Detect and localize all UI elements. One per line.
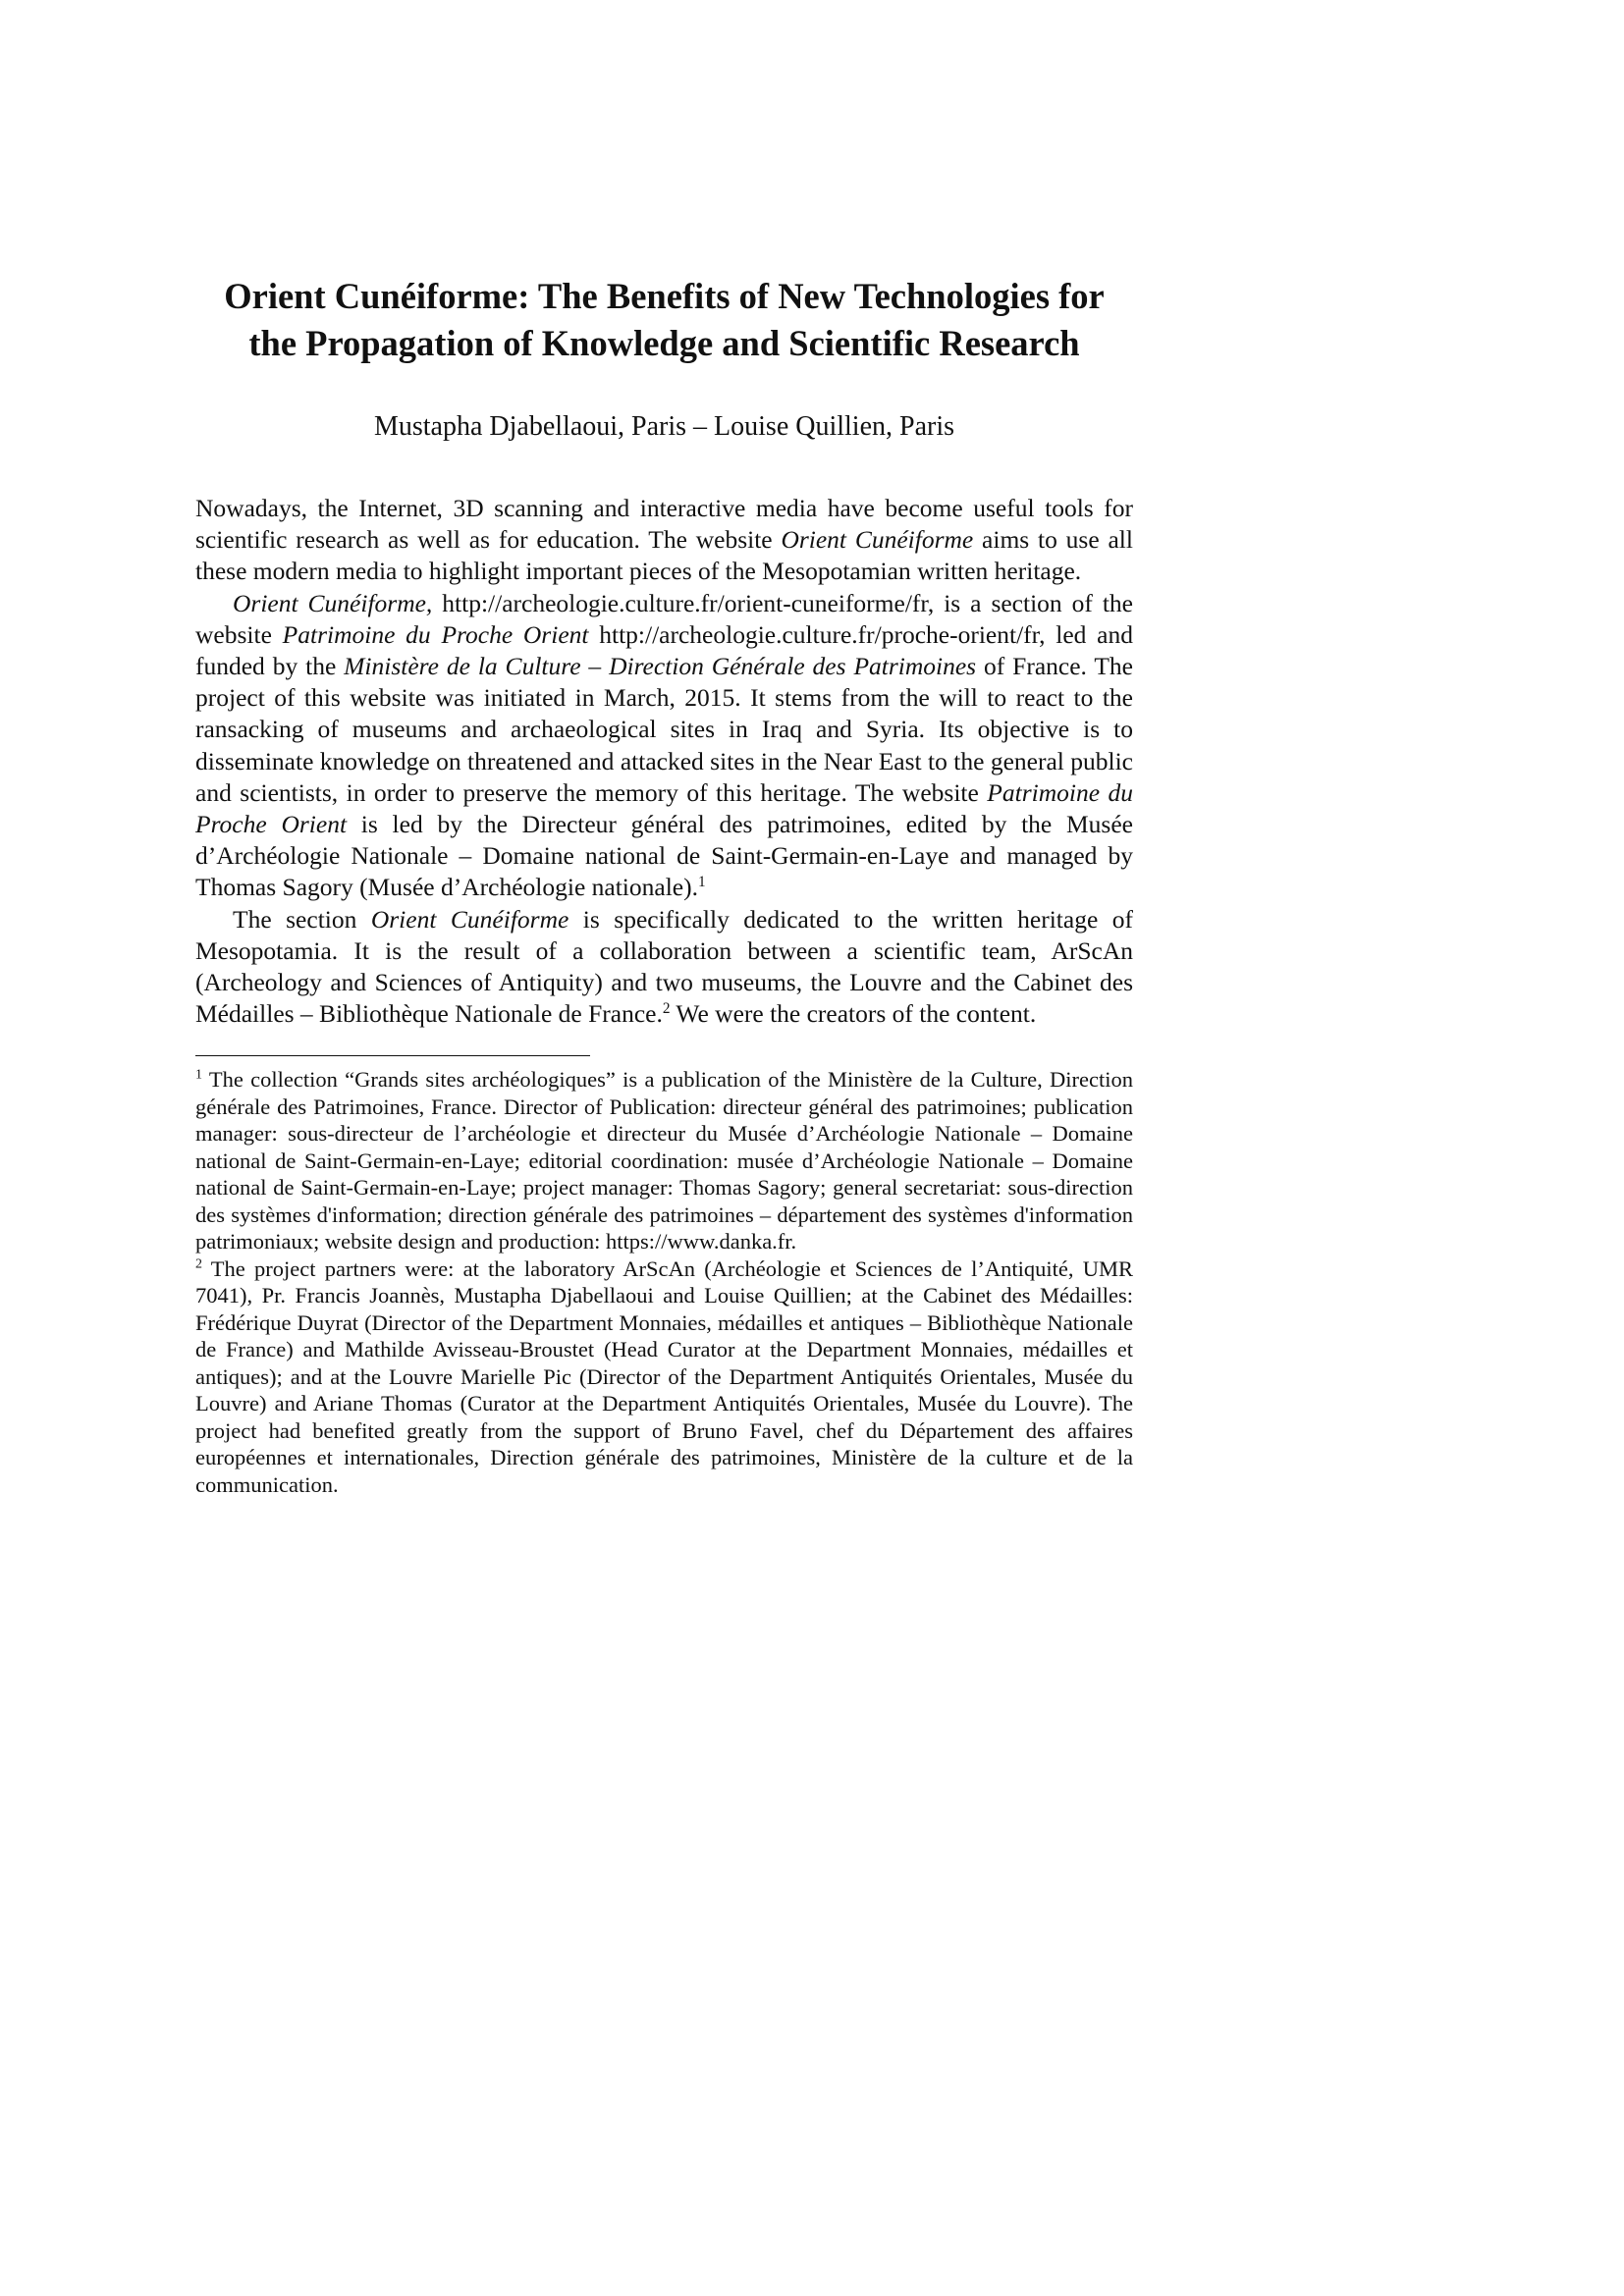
main-text <box>195 493 1133 1030</box>
paper-title <box>195 273 1133 367</box>
paper-page <box>195 273 1133 1498</box>
footnotes <box>195 1066 1133 1498</box>
p3-italic-1: Orient Cunéiforme <box>370 904 569 934</box>
p2-italic-1: Orient Cunéiforme, <box>233 588 433 617</box>
footnote-number-2: 2 <box>195 1256 202 1272</box>
p3-text-c: We were the creators of the content. <box>670 999 1037 1029</box>
footnote-text-2: The project partners were: at the laboratory ArScAn (Archéologie et Sciences de l’Antiquité, UMR 7041), Pr. Francis Joannès, Mustapha Djabellaoui and Louise Quillien; at the Cabinet des Médailles: Frédérique Duyrat (Director of the Department Monnaies, médailles et antiques – Bibliothèque Nationale de France) and Mathilde Avisseau-Broustet (Head Curator at the Department Monnaies, médailles et antiques); and at the Louvre Marielle Pic (Director of the Department Antiquités Orientales, Musée du Louvre) and Ariane Thomas (Curator at the Department Antiquités Orientales, Musée du Louvre). The project had benefited greatly from the support of Bruno Favel, chef du Département des affaires européennes et internationales, Direction générale des patrimoines, Ministère de la culture et de la communication. <box>195 1255 1133 1497</box>
p3-text-a: The section <box>233 904 371 934</box>
footnote-divider <box>195 1055 590 1056</box>
p3-text-b: is specifically dedicated to the written heritage of Mesopotamia. It is the result of a collaboration between a scientific team, ArScAn (Archeology and Sciences of Antiquity) and two museums, the Louvre and the Cabinet des Médailles – Bibliothèque Nationale de France. <box>195 904 1133 1029</box>
p2-text-c: of France. The project of this website was initiated in March, 2015. It stems from the will to react to the ransacking of museums and archaeological sites in Iraq and Syria. Its objective is to disseminate knowledge on threatened and attacked sites in the Near East to the general public and scientists, in order to preserve the memory of this heritage. The website <box>195 652 1133 807</box>
title-line-1: Orient Cunéiforme: The Benefits of New Technologies for <box>224 276 1105 316</box>
p2-text-b: http://archeologie.culture.fr/proche-orient/fr, led and funded by the <box>195 619 1133 681</box>
p2-text-d: is led by the Directeur général des patrimoines, edited by the Musée d’Archéologie Nationale – Domaine national de Saint-Germain-en-Laye and managed by Thomas Sagory (Musée d’Archéologie nationale). <box>195 810 1133 902</box>
paragraph-2 <box>195 588 1133 904</box>
p1-italic-1: Orient Cunéiforme <box>781 525 974 555</box>
p1-text-b: aims to use all these modern media to highlight important pieces of the Mesopotamian written heritage. <box>195 525 1133 586</box>
p2-italic-4: Patrimoine du Proche Orient <box>195 777 1133 839</box>
title-line-2: the Propagation of Knowledge and Scientific Research <box>248 323 1080 363</box>
footnote-1 <box>195 1066 1133 1255</box>
p1-text-a: Nowadays, the Internet, 3D scanning and interactive media have become useful tools for scientific research as well as for education. The website <box>195 494 1133 555</box>
p2-text-a: http://archeologie.culture.fr/orient-cuneiforme/fr, is a section of the website <box>195 588 1133 649</box>
footnote-text-1: The collection “Grands sites archéologiques” is a publication of the Ministère de la Culture, Direction générale des Patrimoines, France. Director of Publication: directeur général des patrimoines; publication manager: sous-directeur de l’archéologie et directeur du Musée d’Archéologie Nationale – Domaine national de Saint-Germain-en-Laye; editorial coordination: musée d’Archéologie Nationale – Domaine national de Saint-Germain-en-Laye; project manager: Thomas Sagory; general secretariat: sous-direction des systèmes d'information; direction générale des patrimoines – département des systèmes d'information patrimoniaux; website design and production: https://www.danka.fr. <box>195 1067 1133 1255</box>
footnote-ref-2[interactable]: 2 <box>662 1000 671 1018</box>
footnote-2 <box>195 1255 1133 1499</box>
paragraph-1 <box>195 493 1133 588</box>
p2-italic-3: Ministère de la Culture – Direction Générale des Patrimoines <box>344 652 977 681</box>
author-line: Mustapha Djabellaoui, Paris – Louise Quillien, Paris <box>373 411 955 442</box>
p2-italic-2: Patrimoine du Proche Orient <box>282 619 589 649</box>
footnote-number-1: 1 <box>195 1068 202 1084</box>
footnote-ref-1[interactable]: 1 <box>697 874 706 891</box>
paragraph-3 <box>195 904 1133 1031</box>
